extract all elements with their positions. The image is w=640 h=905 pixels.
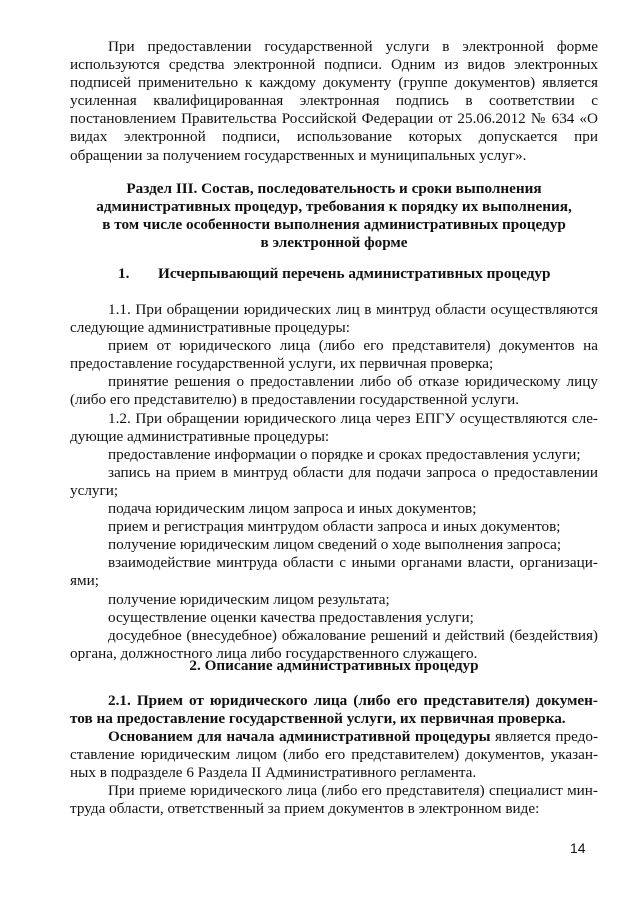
text-line: услуги; xyxy=(70,481,119,499)
text-line: (либо его представителю) в предоставлении государственной услуги. xyxy=(70,391,520,409)
intro-paragraph xyxy=(70,38,598,165)
text-line: прием и регистрация минтрудом области запроса и иных документов; xyxy=(108,518,561,536)
text-line: 2.1. Прием от юридического лица (либо его представителя) докумен- xyxy=(108,692,598,709)
text-line: постановлением Правительства Российской Федерации от 25.06.2012 № 634 «О xyxy=(70,110,598,128)
text-line: взаимодействие минтруда области с иными органами власти, организаци- xyxy=(108,554,598,572)
text-line: 1.2. При обращении юридического лица через ЕПГУ осуществляются сле- xyxy=(108,409,598,427)
heading-text: Исчерпывающий перечень административных процедур xyxy=(158,265,551,282)
text-line: получение юридическим лицом результата; xyxy=(108,590,390,608)
text-line xyxy=(70,728,598,746)
section-title-line: в том числе особенности выполнения административных процедур xyxy=(102,216,566,234)
text-line: следующие административные процедуры: xyxy=(70,319,350,337)
text-line: принятие решения о предоставлении либо об отказе юридическому лицу xyxy=(108,373,598,391)
heading-2: 2. Описание административных процедур xyxy=(189,657,479,674)
section-title-line: в электронной форме xyxy=(260,234,408,252)
text-line: дующие административные процедуры: xyxy=(70,427,330,445)
text-line: подписей применительно к каждому документу (группе документов) является xyxy=(70,74,598,92)
heading-number: 1. xyxy=(118,265,130,282)
page-number: 14 xyxy=(570,840,586,856)
section-title-line: Раздел III. Состав, последовательность и сроки выполнения xyxy=(126,180,542,197)
text-line: обращении за получением государственных и муниципальных услуг». xyxy=(70,146,527,164)
text-line: досудебное (внесудебное) обжалование решений и действий (бездействия) xyxy=(108,626,598,644)
line-rest: является предо- xyxy=(490,728,598,745)
text-line: При приеме юридического лица (либо его представителя) специалист мин- xyxy=(108,782,598,800)
text-line: предоставление государственной услуги, их первичная проверка; xyxy=(70,355,494,373)
text-line: труда области, ответственный за прием документов в электронном виде: xyxy=(70,800,540,818)
text-line: усиленная квалифицированная электронная подпись в соответствии с xyxy=(70,92,598,110)
procedures-list xyxy=(70,301,598,663)
text-line: прием от юридического лица (либо его представителя) документов на xyxy=(108,337,598,355)
text-line: видах электронной подписи, использование которых допускается при xyxy=(70,128,598,146)
bold-lead: Основанием для начала административной процедуры xyxy=(108,728,491,745)
section-title xyxy=(70,180,598,252)
text-line: При предоставлении государственной услуги в электронной форме xyxy=(108,38,598,55)
text-line: запись на прием в минтруд области для подачи запроса о предоставлении xyxy=(108,463,598,481)
text-line: органа, должностного лица либо государственного служащего. xyxy=(70,644,478,662)
text-line: ных в подразделе 6 Раздела II Административного регламента. xyxy=(70,764,477,782)
text-line: подача юридическим лицом запроса и иных документов; xyxy=(108,500,477,518)
text-line: 1.1. При обращении юридических лиц в минтруд области осуществляются xyxy=(108,301,598,318)
text-line: предоставление информации о порядке и сроках предоставления услуги; xyxy=(108,445,581,463)
text-line: ставление юридическим лицом (либо его представителем) документов, указан- xyxy=(70,746,598,764)
basis-paragraph xyxy=(70,728,598,818)
text-line: используются средства электронной подписи. Одним из видов электронных xyxy=(70,56,598,74)
text-line: тов на предоставление государственной услуги, их первичная проверка. xyxy=(70,710,566,728)
subsection-2-1 xyxy=(70,692,598,728)
section-title-line: административных процедур, требования к порядку их выполнения, xyxy=(96,198,572,216)
text-line: ями; xyxy=(70,572,99,590)
text-line: получение юридическим лицом сведений о ходе выполнения запроса; xyxy=(108,536,562,554)
text-line: осуществление оценки качества предоставления услуги; xyxy=(108,608,474,626)
